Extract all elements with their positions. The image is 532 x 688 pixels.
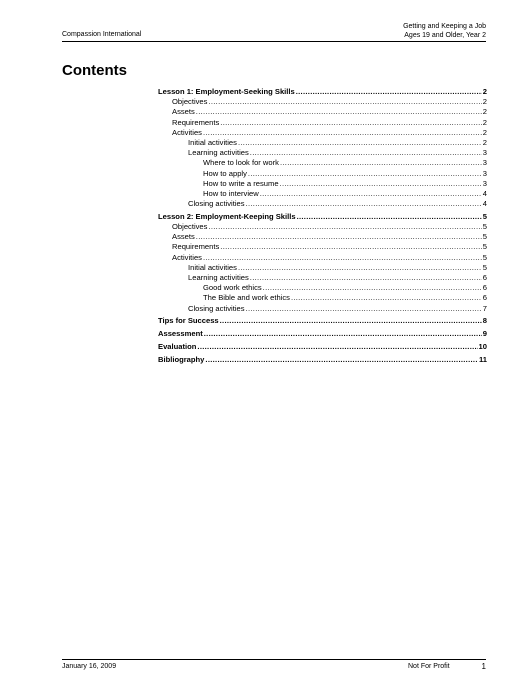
footer-status: Not For Profit [408,663,450,670]
toc-entry-page: 2 [482,97,487,107]
toc-entry[interactable] [158,189,487,199]
toc-leader-dots [246,304,482,314]
toc-entry-page: 5 [482,232,487,242]
toc-leader-dots [220,242,481,252]
toc-entry[interactable] [158,169,487,179]
toc-entry[interactable] [158,87,487,97]
toc-entry-label: Closing activities [188,199,245,209]
toc-leader-dots [208,97,481,107]
toc-entry-page: 3 [482,168,487,178]
toc-entry-label: Initial activities [188,262,237,272]
page-title: Contents [62,62,127,79]
footer-divider [62,659,486,660]
toc-entry-label: Requirements [172,242,220,252]
toc-leader-dots [220,316,482,326]
toc-entry[interactable] [158,329,487,339]
header-organization: Compassion International [62,31,142,38]
toc-leader-dots [296,87,482,97]
toc-entry-page: 6 [482,283,487,293]
header-divider [62,41,486,42]
toc-entry[interactable] [158,97,487,107]
toc-entry-label: Evaluation [158,341,197,351]
toc-entry-page: 4 [482,199,487,209]
toc-entry-page: 3 [482,148,487,158]
toc-entry-page: 11 [478,354,487,364]
toc-entry-label: Bibliography [158,354,205,364]
toc-leader-dots [196,232,482,242]
toc-entry-page: 4 [482,188,487,198]
toc-entry-label: Assets [172,107,195,117]
toc-entry[interactable] [158,316,487,326]
toc-entry-label: Initial activities [188,137,237,147]
table-of-contents [158,87,487,365]
header-title-line-2: Ages 19 and Older, Year 2 [404,31,486,39]
toc-entry-page: 5 [482,242,487,252]
toc-entry-page: 5 [482,262,487,272]
toc-leader-dots [291,293,482,303]
toc-entry[interactable] [158,222,487,232]
toc-leader-dots [250,273,482,283]
toc-entry-page: 2 [482,107,487,117]
header-title-line-1: Getting and Keeping a Job [403,23,486,30]
toc-entry-label: Where to look for work [203,158,279,168]
toc-entry[interactable] [158,304,487,314]
toc-entry-label: Requirements [172,117,220,127]
toc-entry-label: Objectives [172,97,208,107]
toc-entry[interactable] [158,107,487,117]
toc-entry-page: 7 [482,303,487,313]
toc-entry[interactable] [158,199,487,209]
toc-entry[interactable] [158,158,487,168]
toc-entry[interactable] [158,263,487,273]
toc-entry-label: How to write a resume [203,178,279,188]
toc-entry-label: Assessment [158,329,203,339]
toc-leader-dots [248,169,482,179]
toc-entry-label: Closing activities [188,303,245,313]
toc-entry-label: Objectives [172,222,208,232]
toc-entry[interactable] [158,273,487,283]
header-document-title [403,23,486,40]
toc-entry-label: Tips for Success [158,316,219,326]
toc-entry[interactable] [158,138,487,148]
toc-entry-label: Assets [172,232,195,242]
toc-leader-dots [197,342,477,352]
toc-entry-label: Lesson 1: Employment-Seeking Skills [158,87,295,96]
toc-entry[interactable] [158,232,487,242]
toc-entry-page: 5 [482,222,487,232]
toc-entry-label: Learning activities [188,148,249,158]
toc-leader-dots [260,189,482,199]
toc-entry-page: 9 [482,329,487,339]
toc-entry[interactable] [158,242,487,252]
toc-leader-dots [297,212,482,222]
toc-entry[interactable] [158,118,487,128]
toc-entry[interactable] [158,283,487,293]
toc-entry[interactable] [158,355,487,365]
toc-leader-dots [203,128,482,138]
toc-leader-dots [246,199,482,209]
toc-entry[interactable] [158,148,487,158]
toc-leader-dots [250,148,482,158]
toc-entry-page: 2 [482,137,487,147]
toc-entry-page: 6 [482,272,487,282]
toc-entry-label: How to interview [203,188,259,198]
toc-leader-dots [238,263,482,273]
toc-entry-label: Activities [172,252,202,262]
toc-entry-page: 2 [482,117,487,127]
toc-entry-page: 3 [482,158,487,168]
toc-leader-dots [280,158,482,168]
toc-leader-dots [203,253,482,263]
toc-entry[interactable] [158,212,487,222]
toc-entry-label: Learning activities [188,272,249,282]
toc-entry-label: The Bible and work ethics [203,293,290,303]
toc-leader-dots [280,179,482,189]
toc-leader-dots [263,283,482,293]
toc-leader-dots [196,107,482,117]
toc-entry[interactable] [158,342,487,352]
toc-entry[interactable] [158,128,487,138]
toc-leader-dots [208,222,481,232]
toc-entry-page: 5 [482,211,487,221]
toc-entry-page: 2 [482,127,487,137]
toc-entry[interactable] [158,179,487,189]
toc-entry[interactable] [158,253,487,263]
toc-leader-dots [238,138,482,148]
toc-entry-page: 10 [478,341,487,351]
toc-entry-page: 8 [482,316,487,326]
toc-entry-label: Good work ethics [203,283,262,293]
toc-entry-label: How to apply [203,168,247,178]
toc-leader-dots [204,329,482,339]
toc-entry-label: Activities [172,127,202,137]
toc-entry-page: 2 [482,87,487,96]
toc-entry-page: 6 [482,293,487,303]
toc-entry-label: Lesson 2: Employment-Keeping Skills [158,211,296,221]
footer-date: January 16, 2009 [62,663,117,670]
page-number: 1 [481,662,486,671]
toc-entry-page: 3 [482,178,487,188]
toc-leader-dots [205,355,478,365]
toc-leader-dots [220,118,481,128]
toc-entry[interactable] [158,293,487,303]
toc-entry-page: 5 [482,252,487,262]
